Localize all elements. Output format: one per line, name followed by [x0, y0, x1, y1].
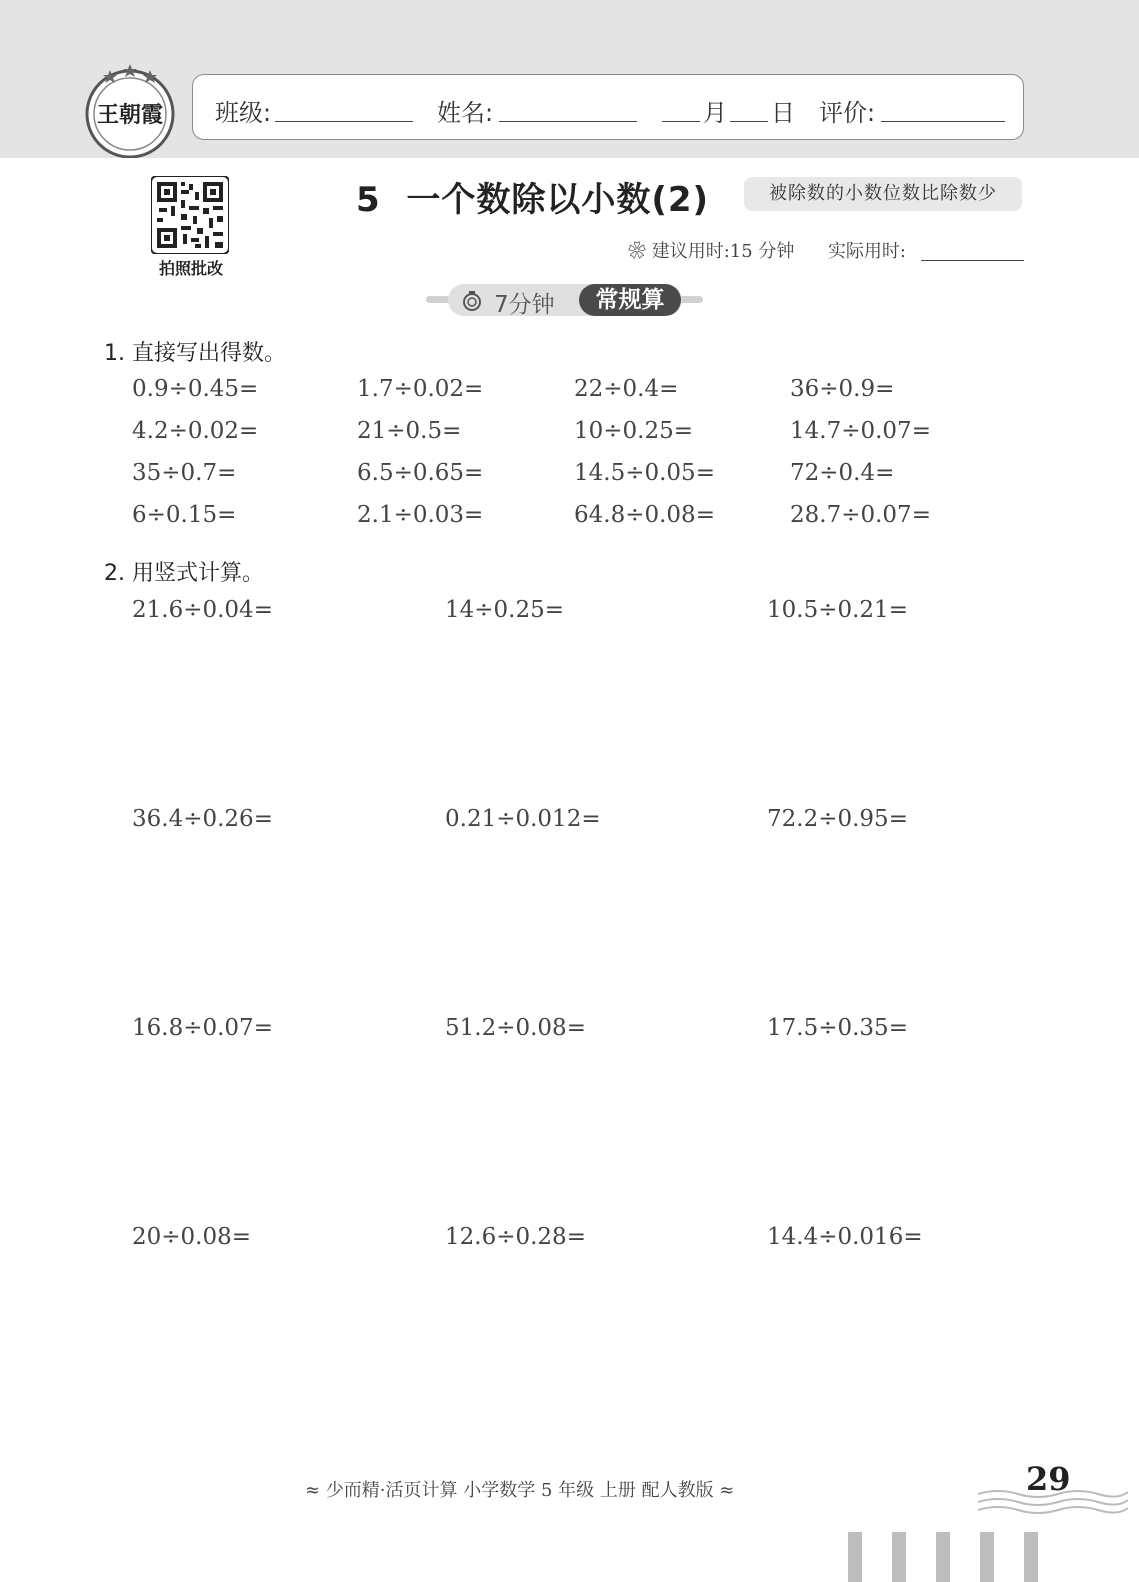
q1-problem: 36÷0.9= — [790, 376, 895, 402]
q2-problem: 16.8÷0.07= — [132, 1015, 273, 1041]
q1-problem: 72÷0.4= — [790, 460, 895, 486]
stripe — [980, 1532, 994, 1582]
q1-heading: 1. 直接写出得数。 — [104, 341, 286, 366]
rating-label: 评价: — [819, 99, 876, 127]
name-field[interactable] — [499, 121, 637, 122]
stripe — [936, 1532, 950, 1582]
badge-time: 7分钟 — [494, 292, 555, 318]
svg-text:王朝霞: 王朝霞 — [96, 102, 164, 128]
q2-problem: 12.6÷0.28= — [445, 1224, 586, 1250]
q2-problem: 36.4÷0.26= — [132, 806, 273, 832]
publisher-logo — [82, 62, 178, 158]
month-field[interactable] — [662, 121, 700, 122]
q2-problem: 72.2÷0.95= — [767, 806, 908, 832]
q1-problem: 64.8÷0.08= — [574, 502, 715, 528]
q1-problem: 35÷0.7= — [132, 460, 237, 486]
footer-text: ≈ 少而精·活页计算 小学数学 5 年级 上册 配人教版 ≈ — [305, 1480, 735, 1501]
q1-problem: 21÷0.5= — [357, 418, 462, 444]
time-row — [628, 237, 906, 263]
actual-time-label: 实际用时: — [827, 241, 906, 262]
stripe — [1024, 1532, 1038, 1582]
qr-caption: 拍照批改 — [158, 259, 223, 278]
page-number: 29 — [1026, 1460, 1071, 1498]
q2-problem: 14.4÷0.016= — [767, 1224, 923, 1250]
q1-problem: 10÷0.25= — [574, 418, 694, 444]
q1-problem: 2.1÷0.03= — [357, 502, 484, 528]
name-label: 姓名: — [437, 99, 494, 127]
suggested-time: 建议用时:15 分钟 — [651, 241, 795, 262]
q2-problem: 10.5÷0.21= — [767, 597, 908, 623]
q1-problem: 1.7÷0.02= — [357, 376, 484, 402]
stripe — [848, 1532, 862, 1582]
rating-field[interactable] — [881, 121, 1005, 122]
page-title: 5 一个数除以小数(2) — [356, 180, 710, 220]
q1-problem: 28.7÷0.07= — [790, 502, 931, 528]
q2-heading: 2. 用竖式计算。 — [104, 561, 264, 586]
stripe — [892, 1532, 906, 1582]
month-label: 月 — [703, 99, 727, 127]
q2-problem: 17.5÷0.35= — [767, 1015, 908, 1041]
q2-problem: 21.6÷0.04= — [132, 597, 273, 623]
q1-problem: 14.7÷0.07= — [790, 418, 931, 444]
day-label: 日 — [771, 99, 795, 127]
class-label: 班级: — [215, 99, 272, 127]
q1-problem: 4.2÷0.02= — [132, 418, 259, 444]
q2-problem: 20÷0.08= — [132, 1224, 252, 1250]
tip-bubble: 被除数的小数位数比除数少 — [744, 177, 1022, 211]
q1-problem: 0.9÷0.45= — [132, 376, 259, 402]
actual-time-field[interactable] — [921, 260, 1024, 261]
q1-problem: 14.5÷0.05= — [574, 460, 715, 486]
edge-stripes — [848, 1532, 1048, 1582]
class-field[interactable] — [275, 121, 413, 122]
student-info-box — [192, 74, 1024, 140]
stopwatch-icon — [461, 290, 483, 312]
day-field[interactable] — [730, 121, 768, 122]
q1-problem: 22÷0.4= — [574, 376, 679, 402]
badge-tag: 常规算 — [579, 284, 681, 316]
qr-code-icon[interactable] — [151, 176, 229, 254]
flower-icon: ❀ — [628, 241, 646, 262]
q2-problem: 51.2÷0.08= — [445, 1015, 586, 1041]
q1-problem: 6÷0.15= — [132, 502, 237, 528]
q1-problem: 6.5÷0.65= — [357, 460, 484, 486]
q2-problem: 14÷0.25= — [445, 597, 565, 623]
q2-problem: 0.21÷0.012= — [445, 806, 601, 832]
